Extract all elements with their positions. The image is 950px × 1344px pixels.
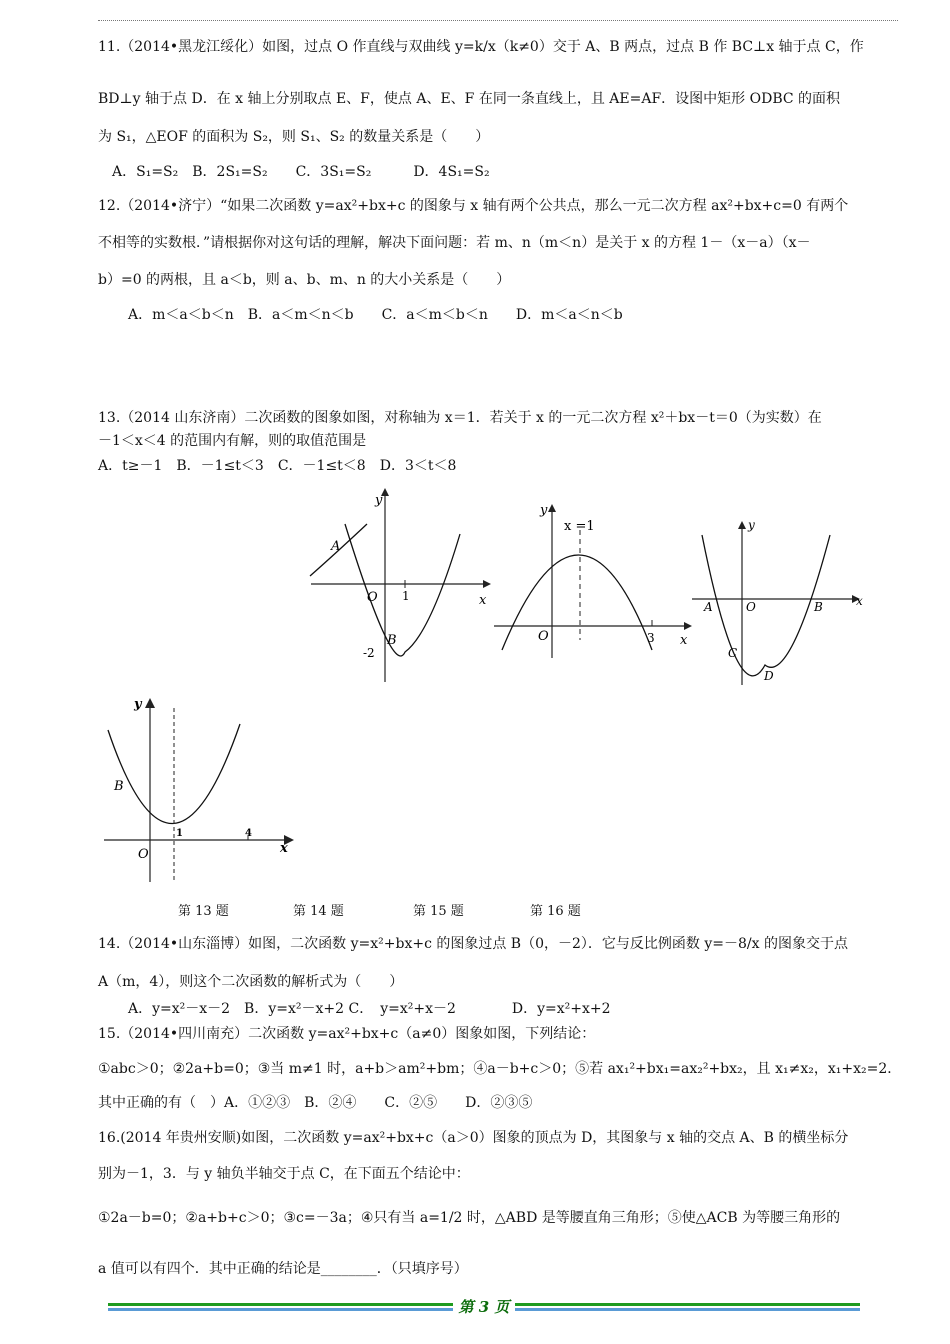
g14-origin-label: O: [367, 590, 378, 605]
q12-line1: 12.（2014•济宁）“如果二次函数 y=ax²+bx+c 的图象与 x 轴有两个公共点，那么一元二次方程 ax²+bx+c=0 有两个: [98, 198, 849, 214]
g13-origin-label: O: [138, 847, 149, 862]
g16-y-label: y: [748, 518, 755, 532]
g15-x-label: x: [680, 633, 688, 648]
graph-q15: [492, 500, 702, 660]
g15-axis-label: x =1: [564, 519, 595, 534]
g15-origin-label: O: [538, 629, 549, 644]
g13-point-b: B: [114, 779, 124, 794]
q13-options: A．t≥－1 B．－1≤t＜3 C．－1≤t＜8 D．3＜t＜8: [98, 458, 457, 474]
top-dotted-rule: [98, 20, 898, 21]
graph-q13: [100, 690, 300, 885]
g16-point-b: B: [814, 600, 823, 614]
g13-tick-1: 1: [176, 828, 183, 839]
q15-line1: 15.（2014•四川南充）二次函数 y=ax²+bx+c（a≠0）图象如图，下列结论：: [98, 1026, 596, 1042]
g13-tick-4: 4: [245, 828, 252, 839]
q12-line2: 不相等的实数根．”请根据你对这句话的理解，解决下面问题：若 m、n（m＜n）是关于 x 的方程 1－（x－a）（x－: [98, 235, 811, 251]
q14-options: A．y=x²－x－2 B．y=x²－x+2 C． y=x²+x－2 D．y=x²+x+2: [128, 1001, 611, 1017]
g13-x-label: x: [280, 841, 288, 856]
g14-y-label: y: [375, 493, 383, 508]
g13-y-label: y: [134, 697, 142, 712]
g16-point-c: C: [728, 646, 738, 660]
q13-line2: －1＜x＜4 的范围内有解，则的取值范围是: [98, 433, 367, 449]
q16-line3: ①2a－b=0；②a+b+c＞0；③c=－3a；④只有当 a=1/2 时，△ABD 是等腰直角三角形；⑤使△ACB 为等腰三角形的: [98, 1210, 841, 1226]
q16-line1: 16.(2014 年贵州安顺)如图，二次函数 y=ax²+bx+c（a＞0）图象的顶点为 D，其图象与 x 轴的交点 A、B 的横坐标分: [98, 1130, 849, 1146]
q13-line1: 13.（2014 山东济南）二次函数的图象如图，对称轴为 x＝1．若关于 x 的一元二次方程 x²＋bx－t＝0（为实数）在: [98, 410, 822, 426]
graph-q14: [305, 484, 495, 684]
g15-y-label: y: [540, 503, 548, 518]
page-number: 第 3 页: [453, 1298, 516, 1316]
q14-line2: A（m，4），则这个二次函数的解析式为（ ）: [98, 974, 404, 990]
caption-q15: 第 15 题: [413, 904, 464, 919]
q15-line2: ①abc＞0；②2a+b=0；③当 m≠1 时，a+b＞am²+bm；④a－b+c＞0；⑤若 ax₁²+bx₁=ax₂²+bx₂，且 x₁≠x₂，x₁+x₂=2．: [98, 1061, 902, 1077]
q16-line4: a 值可以有四个．其中正确的结论是________．（只填序号）: [98, 1261, 468, 1277]
q11-options: A．S₁=S₂ B．2S₁=S₂ C．3S₁=S₂ D．4S₁=S₂: [112, 164, 490, 180]
q14-line1: 14.（2014•山东淄博）如图，二次函数 y=x²+bx+c 的图象过点 B（0，－2）．它与反比例函数 y=－8/x 的图象交于点: [98, 936, 848, 952]
g14-tick-neg2: -2: [363, 646, 375, 660]
g16-point-a: A: [704, 600, 713, 614]
g14-x-label: x: [479, 593, 487, 608]
q11-line1: 11.（2014•黑龙江绥化）如图，过点 O 作直线与双曲线 y=k/x（k≠0）交于 A、B 两点，过点 B 作 BC⊥x 轴于点 C，作: [98, 39, 864, 55]
q11-line2: BD⊥y 轴于点 D．在 x 轴上分别取点 E、F，使点 A、E、F 在同一条直线上，且 AE=AF．设图中矩形 ODBC 的面积: [98, 91, 841, 107]
page-footer: [108, 1300, 860, 1314]
g14-tick-1: 1: [402, 589, 410, 603]
g16-origin-label: O: [746, 600, 756, 614]
caption-q13: 第 13 题: [178, 904, 229, 919]
g14-point-b: B: [387, 633, 397, 648]
q12-options: A．m＜a＜b＜n B．a＜m＜n＜b C．a＜m＜b＜n D．m＜a＜n＜b: [128, 307, 623, 323]
g16-point-d: D: [764, 669, 774, 683]
q16-line2: 别为－1，3．与 y 轴负半轴交于点 C，在下面五个结论中：: [98, 1166, 470, 1182]
graph-q16: [690, 515, 870, 690]
g14-point-a: A: [331, 539, 341, 554]
q12-line3: b）=0 的两根，且 a＜b，则 a、b、m、n 的大小关系是（ ）: [98, 272, 511, 288]
g15-tick-3: 3: [647, 631, 655, 645]
caption-q14: 第 14 题: [293, 904, 344, 919]
q11-line3: 为 S₁，△EOF 的面积为 S₂，则 S₁、S₂ 的数量关系是（ ）: [98, 129, 490, 145]
q15-options: 其中正确的有（ ）A．①②③ B．②④ C．②⑤ D．②③⑤: [98, 1095, 533, 1111]
caption-q16: 第 16 题: [530, 904, 581, 919]
g16-x-label: x: [856, 594, 863, 608]
